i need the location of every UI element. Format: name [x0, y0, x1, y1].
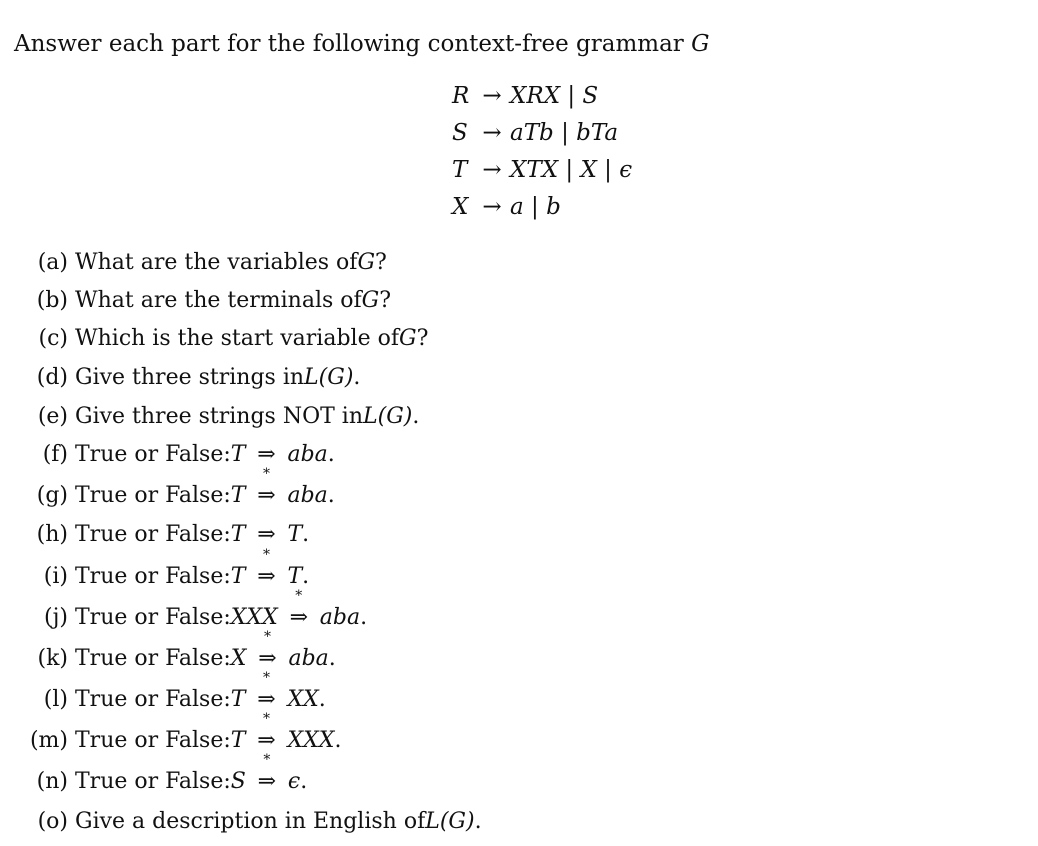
rule-lhs: R: [452, 83, 470, 109]
question-h: [18, 520, 309, 550]
question-math: G: [398, 326, 417, 351]
kleene-star: *: [262, 711, 270, 727]
rule-rhs: aTb | bTa: [510, 120, 619, 146]
question-label: (g): [36, 483, 68, 508]
derives-arrow: ⇒: [257, 522, 276, 547]
question-tail: .: [360, 605, 368, 630]
question-text: True or False:: [75, 646, 231, 671]
question-text: True or False:: [75, 522, 231, 547]
question-text: True or False:: [75, 769, 231, 794]
derivation-rhs: T: [287, 522, 303, 547]
derivation-lhs: T: [230, 442, 246, 467]
rule-lhs: S: [452, 120, 468, 146]
intro-text: Answer each part for the following context-free grammar: [14, 31, 692, 57]
question-a: [18, 248, 387, 278]
question-m: [18, 711, 342, 756]
derivation-rhs: aba: [287, 442, 328, 467]
kleene-star: *: [263, 752, 271, 768]
question-text: Which is the start variable of: [75, 326, 399, 351]
question-label: (h): [36, 522, 68, 547]
question-tail: .: [334, 728, 342, 753]
arrow-glyph: ⇒: [258, 646, 277, 671]
arrow-glyph: ⇒: [257, 687, 276, 712]
question-label: (l): [43, 687, 68, 712]
question-text: True or False:: [75, 687, 231, 712]
question-tail: .: [327, 483, 335, 508]
derivation-lhs: S: [230, 769, 246, 794]
rule-arrow: →: [482, 194, 502, 220]
question-f: [18, 440, 335, 470]
kleene-star: *: [262, 466, 270, 482]
derivation-lhs: X: [230, 646, 247, 671]
question-i: [18, 547, 310, 592]
kleene-star: *: [295, 588, 303, 604]
question-tail: .: [318, 687, 326, 712]
question-text: Give three strings NOT in: [75, 404, 363, 429]
question-text: Give a description in English of: [75, 809, 426, 834]
arrow-glyph: ⇒: [257, 564, 276, 589]
question-tail: .: [412, 404, 420, 429]
question-text: True or False:: [75, 564, 231, 589]
question-label: (k): [37, 646, 68, 671]
derivation-lhs: T: [230, 728, 246, 753]
question-tail: .: [302, 522, 310, 547]
question-label: (n): [36, 769, 68, 794]
rule-arrow: →: [482, 157, 502, 183]
rule-rhs: a | b: [510, 194, 561, 220]
question-label: (c): [38, 326, 68, 351]
kleene-star: *: [262, 670, 270, 686]
derives-star-arrow: [252, 466, 280, 511]
derivation-rhs: XX: [287, 687, 319, 712]
kleene-star: *: [262, 547, 270, 563]
question-math: L(G): [304, 365, 354, 390]
grammar-rule-x: [452, 189, 632, 226]
question-tail: ?: [416, 326, 429, 351]
question-text: What are the variables of: [75, 250, 358, 275]
question-tail: ?: [375, 250, 387, 275]
derives-star-arrow: [252, 547, 280, 592]
question-math: G: [361, 288, 380, 313]
question-label: (f): [42, 442, 68, 467]
question-d: [18, 363, 360, 393]
question-text: True or False:: [75, 483, 231, 508]
arrow-glyph: ⇒: [257, 769, 277, 794]
derivation-lhs: T: [230, 483, 246, 508]
grammar-rules: [452, 78, 632, 226]
question-tail: .: [474, 809, 482, 834]
derives-arrow: ⇒: [257, 442, 276, 467]
question-text: True or False:: [75, 442, 231, 467]
question-tail: .: [353, 365, 361, 390]
rule-arrow: →: [482, 83, 502, 109]
question-math: L(G): [363, 404, 413, 429]
rule-rhs: XTX | X | ϵ: [510, 157, 633, 183]
question-label: (d): [36, 365, 68, 390]
derivation-rhs: aba: [319, 605, 361, 630]
question-g: [18, 466, 335, 511]
question-label: (i): [43, 564, 68, 589]
derives-star-arrow: [253, 752, 281, 797]
grammar-name: G: [691, 31, 710, 57]
question-tail: .: [300, 769, 308, 794]
derives-star-arrow: [285, 588, 313, 633]
arrow-glyph: ⇒: [257, 728, 276, 753]
derivation-rhs: XXX: [287, 728, 335, 753]
question-j: [18, 588, 368, 633]
rule-lhs: X: [452, 194, 469, 220]
question-n: [18, 752, 308, 797]
question-tail: .: [327, 442, 335, 467]
arrow-glyph: ⇒: [289, 605, 308, 630]
arrow-glyph: ⇒: [257, 483, 276, 508]
question-tail: .: [302, 564, 310, 589]
rule-lhs: T: [452, 157, 468, 183]
question-label: (j): [44, 605, 68, 630]
problem-intro: [14, 28, 709, 60]
question-tail: .: [328, 646, 336, 671]
question-o: [18, 807, 482, 837]
grammar-rule-t: [452, 152, 632, 189]
derivation-lhs: T: [230, 522, 246, 547]
rule-arrow: →: [482, 120, 502, 146]
question-text: True or False:: [75, 728, 231, 753]
question-label: (m): [29, 728, 68, 753]
question-l: [18, 670, 326, 715]
derivation-rhs: T: [287, 564, 303, 589]
question-e: [18, 402, 419, 432]
question-label: (a): [37, 250, 68, 275]
derivation-rhs: aba: [287, 483, 328, 508]
derivation-lhs: XXX: [230, 605, 278, 630]
question-math: L(G): [425, 809, 475, 834]
question-text: Give three strings in: [75, 365, 305, 390]
derivation-lhs: T: [230, 687, 246, 712]
question-c: [18, 324, 428, 354]
question-text: What are the terminals of: [75, 288, 362, 313]
question-b: [18, 286, 391, 316]
question-math: G: [357, 250, 376, 275]
question-label: (b): [36, 288, 68, 313]
question-label: (o): [37, 809, 68, 834]
question-text: True or False:: [75, 605, 231, 630]
derivation-rhs: ϵ: [287, 769, 301, 794]
rule-rhs: XRX | S: [510, 83, 599, 109]
derivation-lhs: T: [230, 564, 246, 589]
grammar-rule-r: [452, 78, 632, 115]
grammar-rule-s: [452, 115, 632, 152]
kleene-star: *: [263, 629, 271, 645]
derivation-rhs: aba: [288, 646, 329, 671]
question-label: (e): [37, 404, 68, 429]
question-k: [18, 629, 336, 674]
question-tail: ?: [379, 288, 392, 313]
